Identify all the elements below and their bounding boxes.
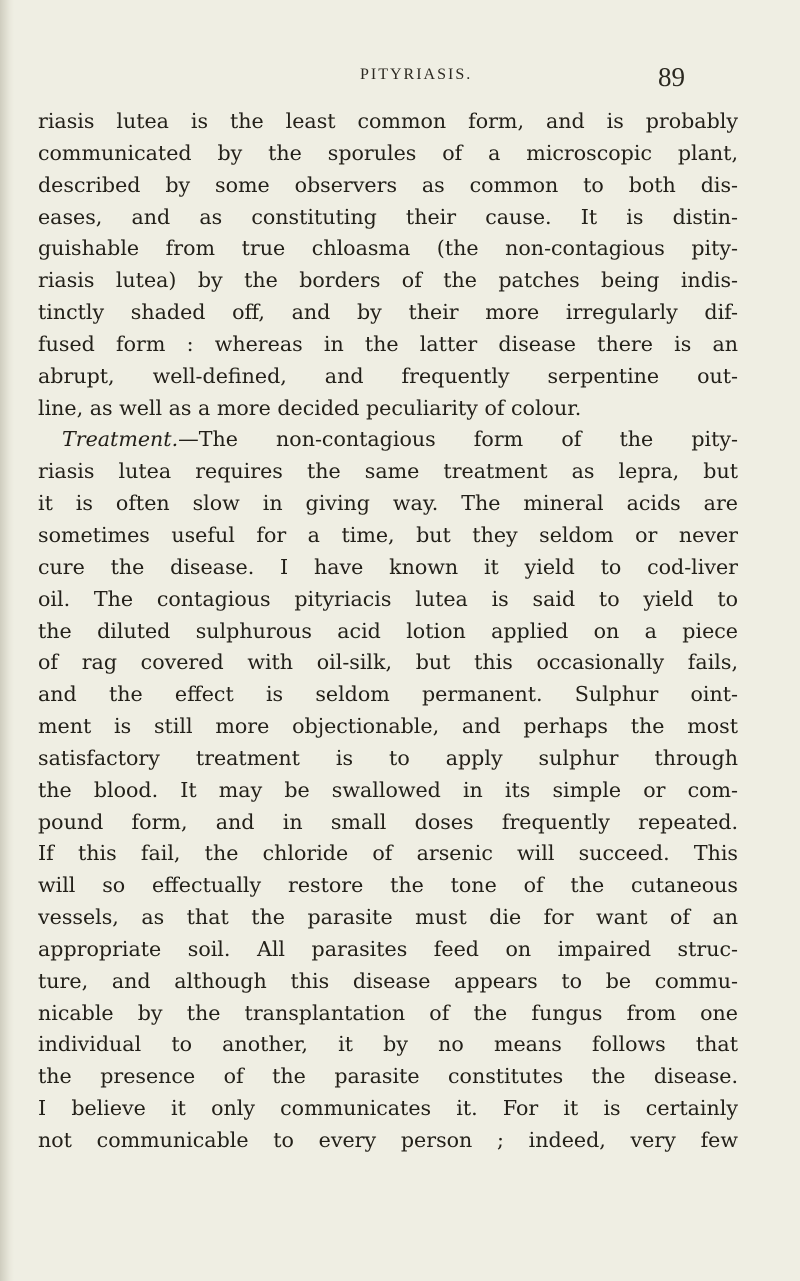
text-line: the blood. It may be swallowed in its simple or com-	[38, 777, 738, 802]
page-number: 89	[658, 62, 685, 92]
text-line: satisfactory treatment is to apply sulphur through	[38, 745, 738, 770]
treatment-heading: Treatment.	[62, 427, 179, 452]
text-line: not communicable to every person ; indeed, very few	[38, 1128, 738, 1152]
text-line: guishable from true chloasma (the non-contagious pity-	[38, 236, 738, 261]
page-header	[0, 62, 800, 102]
body-text	[38, 106, 738, 1157]
running-head: PITYRIASIS.	[360, 66, 473, 83]
text-line: nicable by the transplantation of the fungus from one	[38, 1000, 738, 1025]
text-line: of rag covered with oil-silk, but this occasionally fails,	[38, 650, 738, 675]
text-line: riasis lutea is the least common form, and is probably	[38, 109, 738, 133]
text-line: and the effect is seldom permanent. Sulphur oint-	[38, 682, 738, 707]
text-line: fused form : whereas in the latter disease there is an	[38, 331, 738, 356]
text-line: line, as well as a more decided peculiarity of colour.	[38, 395, 582, 420]
text-line: communicated by the sporules of a microscopic plant,	[38, 140, 738, 165]
text-line: cure the disease. I have known it yield to cod-liver	[38, 554, 738, 579]
text-line: I believe it only communicates it. For it is certainly	[38, 1096, 738, 1121]
text-line: riasis lutea requires the same treatment as lepra, but	[38, 459, 738, 484]
text-line: vessels, as that the parasite must die for want of an	[38, 905, 738, 930]
text-line: it is often slow in giving way. The mineral acids are	[38, 491, 738, 516]
text-line: If this fail, the chloride of arsenic will succeed. This	[38, 841, 738, 866]
text-line: tinctly shaded off, and by their more irregularly dif-	[38, 300, 738, 325]
treatment-text: —The non-contagious form of the pity-	[178, 427, 738, 452]
text-line: riasis lutea) by the borders of the patches being indis-	[38, 268, 738, 293]
text-line: pound form, and in small doses frequently repeated.	[38, 809, 738, 834]
text-line: the presence of the parasite constitutes the disease.	[38, 1064, 738, 1089]
text-line: appropriate soil. All parasites feed on impaired struc-	[38, 936, 738, 961]
treatment-line	[38, 424, 738, 456]
text-line: ment is still more objectionable, and perhaps the most	[38, 714, 738, 739]
page-edge-shadow	[0, 0, 14, 1281]
text-line: individual to another, it by no means follows that	[38, 1032, 738, 1057]
text-line: oil. The contagious pityriacis lutea is said to yield to	[38, 586, 738, 611]
text-line: described by some observers as common to both dis-	[38, 172, 738, 197]
text-line: ture, and although this disease appears to be commu-	[38, 968, 738, 993]
text-line: sometimes useful for a time, but they seldom or never	[38, 522, 738, 547]
text-line: abrupt, well-defined, and frequently serpentine out-	[38, 363, 738, 388]
text-line: will so effectually restore the tone of the cutaneous	[38, 873, 738, 898]
text-line: the diluted sulphurous acid lotion applied on a piece	[38, 618, 738, 643]
text-line: eases, and as constituting their cause. It is distin-	[38, 204, 738, 229]
